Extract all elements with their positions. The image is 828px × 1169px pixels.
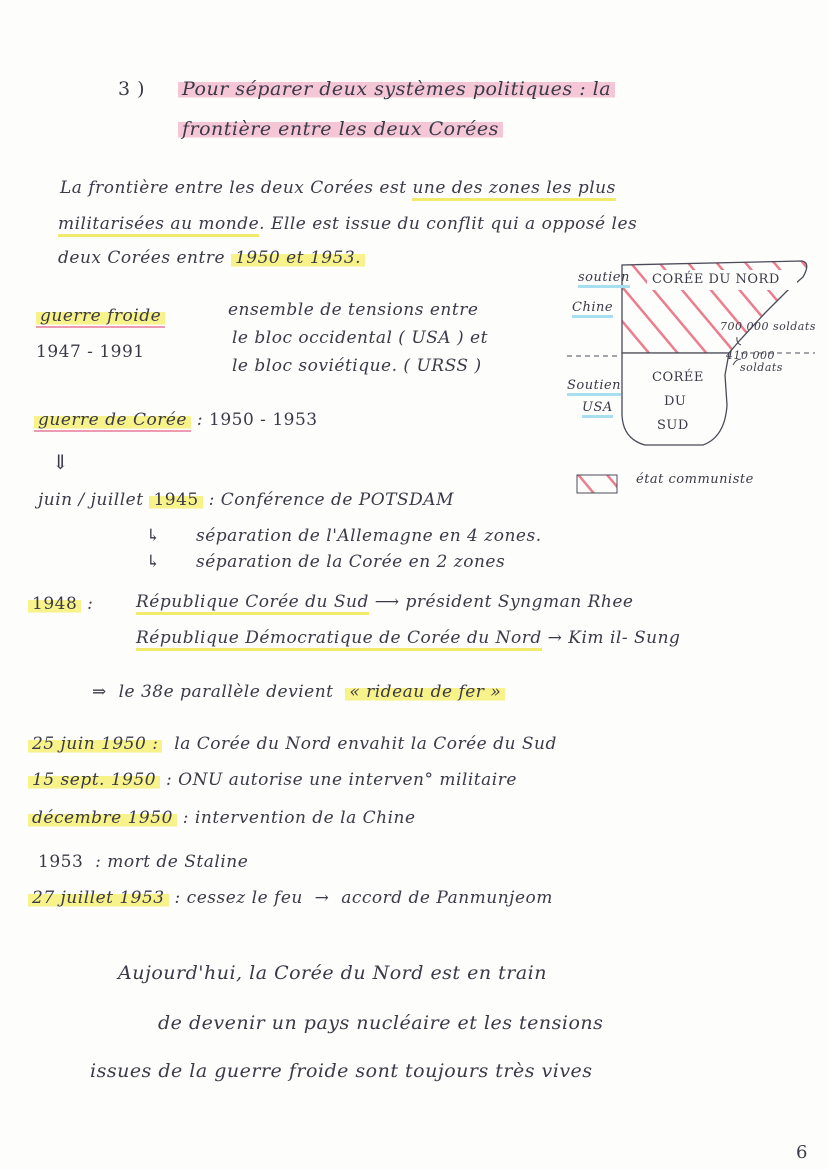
intro-text-2: . Elle est issue du conflit qui a opposé les xyxy=(259,214,638,234)
event-date-4: 1953 xyxy=(38,852,84,872)
map-usa xyxy=(582,400,613,415)
intro-text: La frontière entre les deux Corées est xyxy=(60,178,407,198)
intro-highlight: une des zones les plus xyxy=(412,178,615,201)
map-chine xyxy=(572,300,613,315)
south-president: président Syngman Rhee xyxy=(405,592,634,612)
north-leader: Kim il- Sung xyxy=(568,628,681,648)
intro-highlight-2: militarisées au monde xyxy=(58,214,259,237)
intro-line-2 xyxy=(58,214,637,234)
event-date-2: 15 sept. 1950 xyxy=(28,770,160,790)
south-republic: République Corée du Sud xyxy=(136,592,369,615)
event-date-5: 27 juillet 1953 xyxy=(28,888,169,908)
event-text-5: : cessez le feu xyxy=(174,888,303,908)
event-row-5 xyxy=(28,888,553,908)
conclusion-line-3: issues de la guerre froide sont toujours très vives xyxy=(90,1060,593,1082)
map-soutien-usa xyxy=(567,378,621,393)
event-row-1 xyxy=(28,734,557,754)
intro-dates: 1950 et 1953. xyxy=(231,248,365,268)
north-arrow-icon: → xyxy=(547,628,563,648)
legend-hatch-swatch xyxy=(576,474,618,494)
section-title-text1: Pour séparer deux systèmes politiques : la xyxy=(178,78,615,100)
implies-arrow-icon: ⇒ xyxy=(92,682,107,702)
section-title-line1 xyxy=(178,78,615,100)
intro-line-1 xyxy=(60,178,616,198)
map-north-label: CORÉE DU NORD xyxy=(652,272,780,287)
cold-war-def-2: le bloc occidental ( USA ) et xyxy=(232,328,488,348)
south-arrow-icon: ⟶ xyxy=(374,592,400,612)
conclusion-line-2: de devenir un pays nucléaire et les tensions xyxy=(158,1012,604,1034)
cold-war-term xyxy=(36,306,165,326)
year-1948: 1948 xyxy=(28,594,81,614)
potsdam-year: 1945 xyxy=(149,490,202,510)
korean-war-term: guerre de Corée xyxy=(34,410,191,432)
down-arrow-icon: ⇓ xyxy=(52,450,70,474)
event-text-2: : ONU autorise une interven° militaire xyxy=(166,770,517,790)
cold-war-term-text: guerre froide xyxy=(36,306,165,328)
potsdam-sub-1: séparation de l'Allemagne en 4 zones. xyxy=(196,526,542,546)
soutien-chine-1: soutien xyxy=(578,270,630,288)
intro-text-3: deux Corées entre xyxy=(58,248,226,268)
intro-line-3 xyxy=(58,248,365,268)
troops-north: 700 000 soldats xyxy=(720,320,816,333)
page-number: 6 xyxy=(796,1142,808,1163)
section-title-line2 xyxy=(178,118,503,140)
map-soutien-chine xyxy=(578,270,630,285)
event-date-1: 25 juin 1950 : xyxy=(28,734,162,754)
event-text-4: : mort de Staline xyxy=(95,852,249,872)
event-arrow-icon: → xyxy=(314,888,330,908)
north-republic: République Démocratique de Corée du Nord xyxy=(136,628,542,651)
conclusion-line-1: Aujourd'hui, la Corée du Nord est en train xyxy=(118,962,547,984)
soutien-chine-2: Chine xyxy=(572,300,613,318)
event-row-3 xyxy=(28,808,416,828)
cold-war-def-3: le bloc soviétique. ( URSS ) xyxy=(232,356,482,376)
potsdam-date: juin / juillet xyxy=(38,490,144,510)
troops-south-1: 410 000 xyxy=(726,349,775,362)
sep-1948: : xyxy=(87,594,94,614)
map-south-label-1: CORÉE xyxy=(652,370,704,385)
section-title-text2: frontière entre les deux Corées xyxy=(178,118,503,140)
potsdam-sub-2: séparation de la Corée en 2 zones xyxy=(196,552,506,572)
parallel-text: le 38e parallèle devient xyxy=(118,682,334,702)
cold-war-def-1: ensemble de tensions entre xyxy=(228,300,479,320)
parallel-row xyxy=(92,682,505,702)
soutien-usa-1: Soutien xyxy=(567,378,621,396)
event-date-3: décembre 1950 xyxy=(28,808,177,828)
north-republic-row xyxy=(136,628,680,648)
korean-war-row xyxy=(34,410,318,430)
potsdam-event: : Conférence de POTSDAM xyxy=(208,490,454,510)
event-row-4 xyxy=(38,852,248,872)
korean-war-dates: 1950 - 1953 xyxy=(209,410,318,430)
korean-war-sep: : xyxy=(196,410,204,430)
event-result-5: accord de Panmunjeom xyxy=(341,888,553,908)
map-south-label-3: SUD xyxy=(657,418,689,433)
row-1948 xyxy=(28,594,93,614)
troops-south-2: soldats xyxy=(740,361,783,374)
section-number: 3 ) xyxy=(118,78,146,100)
sub-arrow-icon-1: ↳ xyxy=(146,526,161,546)
soutien-usa-2: USA xyxy=(582,400,613,418)
sub-arrow-icon-2: ↳ xyxy=(146,552,161,572)
cold-war-dates: 1947 - 1991 xyxy=(36,342,145,362)
iron-curtain: « rideau de fer » xyxy=(345,682,505,702)
event-row-2 xyxy=(28,770,517,790)
event-text-1: la Corée du Nord envahit la Corée du Sud xyxy=(174,734,557,754)
potsdam-row xyxy=(38,490,454,510)
map-south-label-2: DU xyxy=(664,394,687,409)
event-text-3: : intervention de la Chine xyxy=(182,808,416,828)
legend-label: état communiste xyxy=(636,472,754,487)
south-republic-row xyxy=(136,592,633,612)
